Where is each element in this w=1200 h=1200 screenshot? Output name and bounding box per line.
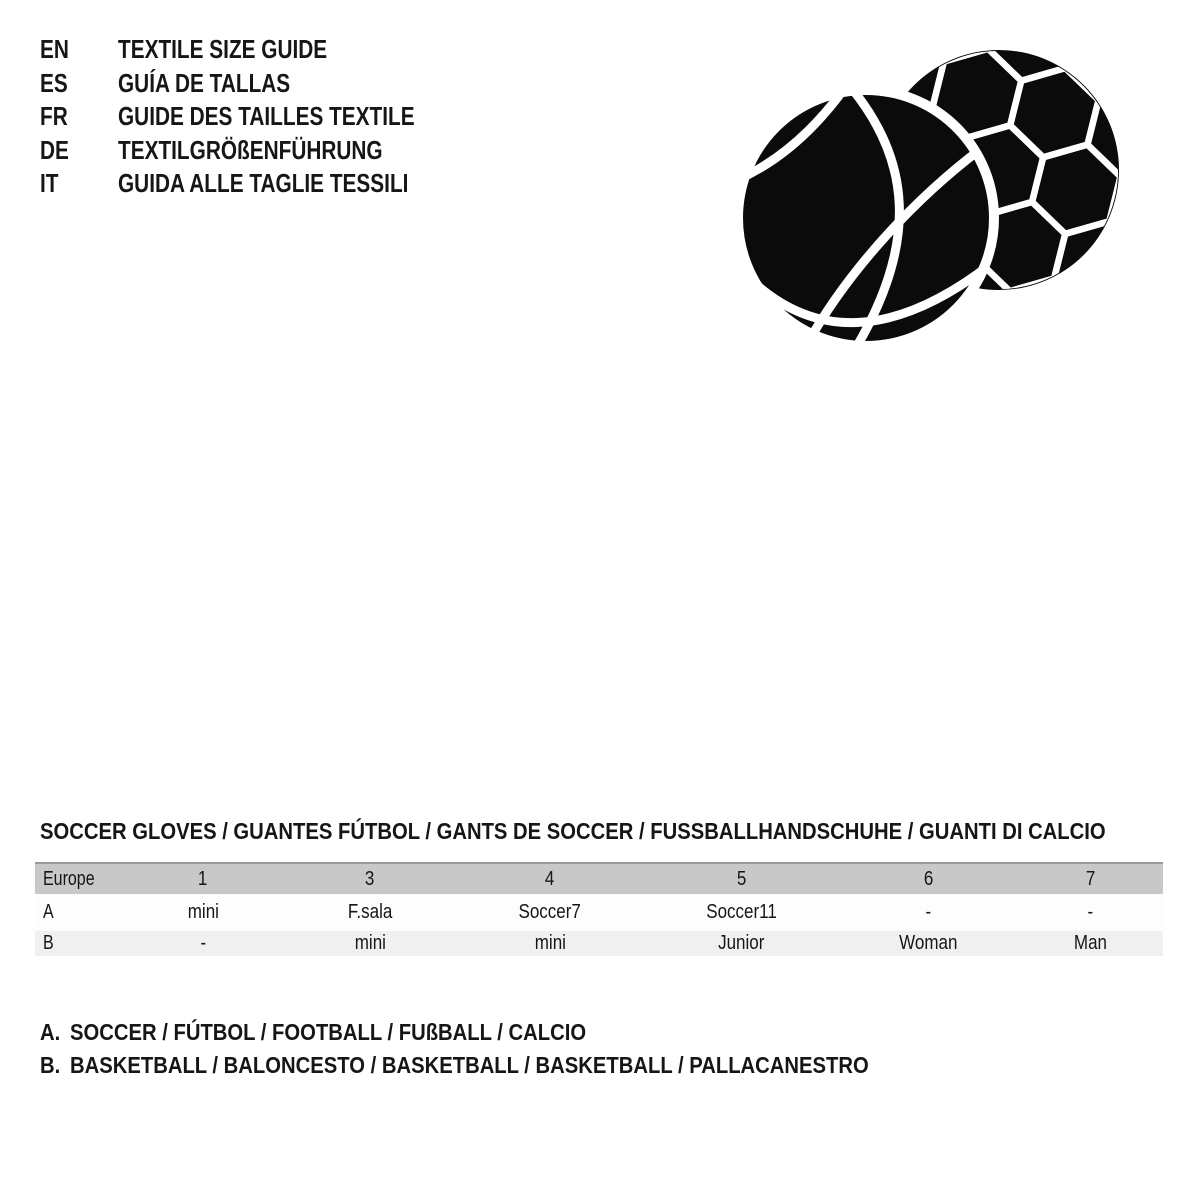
table-cell: - xyxy=(925,901,932,923)
lang-label: TEXTILGRÖßENFÜHRUNG xyxy=(118,134,383,165)
lang-label: GUIDE DES TAILLES TEXTILE xyxy=(118,101,415,131)
table-cell: mini xyxy=(187,901,219,923)
table-cell: F.sala xyxy=(347,901,393,923)
header-cell-7: 7 xyxy=(1086,867,1096,890)
language-title-list xyxy=(40,33,489,201)
table-cell: mini xyxy=(354,932,386,954)
header-cell-6: 6 xyxy=(923,867,934,890)
row-label: A xyxy=(43,901,54,923)
table-cell: Woman xyxy=(899,932,958,954)
lang-row-es xyxy=(40,67,489,101)
lang-row-fr xyxy=(40,100,489,134)
legend-label: BASKETBALL / BALONCESTO / BASKETBALL / BASKETBALL / PALLACANESTRO xyxy=(70,1052,869,1079)
table-cell: Soccer7 xyxy=(518,901,582,923)
lang-label: TEXTILE SIZE GUIDE xyxy=(118,34,328,64)
lang-code: ES xyxy=(40,67,68,98)
legend-key: A. xyxy=(40,1019,61,1045)
header-cell-5: 5 xyxy=(736,867,746,890)
legend-row-b xyxy=(40,1049,978,1082)
table-row-b xyxy=(35,931,1163,956)
balls-illustration xyxy=(735,42,1126,352)
header-cell-3: 3 xyxy=(365,867,375,890)
header-cell-europe: Europe xyxy=(43,867,95,890)
row-label: B xyxy=(43,932,54,954)
legend xyxy=(40,1016,978,1083)
header-cell-1: 1 xyxy=(198,867,208,890)
table-row-a xyxy=(35,894,1163,931)
lang-label: GUÍA DE TALLAS xyxy=(118,67,291,98)
header-cell-4: 4 xyxy=(545,867,555,890)
table-cell: Junior xyxy=(717,932,765,954)
basketball-icon xyxy=(735,82,994,346)
lang-code: EN xyxy=(40,34,69,64)
table-cell: Man xyxy=(1074,932,1108,954)
table-header-row xyxy=(35,862,1163,894)
legend-row-a xyxy=(40,1016,978,1049)
table-title: SOCCER GLOVES / GUANTES FÚTBOL / GANTS DE SOCCER / FUSSBALLHANDSCHUHE / GUANTI DI CALCIO xyxy=(40,818,1106,844)
table-cell: Soccer11 xyxy=(705,901,777,923)
lang-row-de xyxy=(40,134,489,168)
legend-label: SOCCER / FÚTBOL / FOOTBALL / FUßBALL / CALCIO xyxy=(70,1019,587,1045)
lang-row-en xyxy=(40,33,489,67)
lang-row-it xyxy=(40,167,489,201)
lang-code: IT xyxy=(40,168,59,198)
table-cell: - xyxy=(1087,901,1094,923)
legend-key: B. xyxy=(40,1052,61,1079)
table-cell: - xyxy=(200,932,206,954)
table-cell: mini xyxy=(534,932,566,954)
lang-label: GUIDA ALLE TAGLIE TESSILI xyxy=(118,168,409,198)
size-guide-table xyxy=(35,862,1163,956)
lang-code: DE xyxy=(40,134,69,165)
lang-code: FR xyxy=(40,101,68,131)
